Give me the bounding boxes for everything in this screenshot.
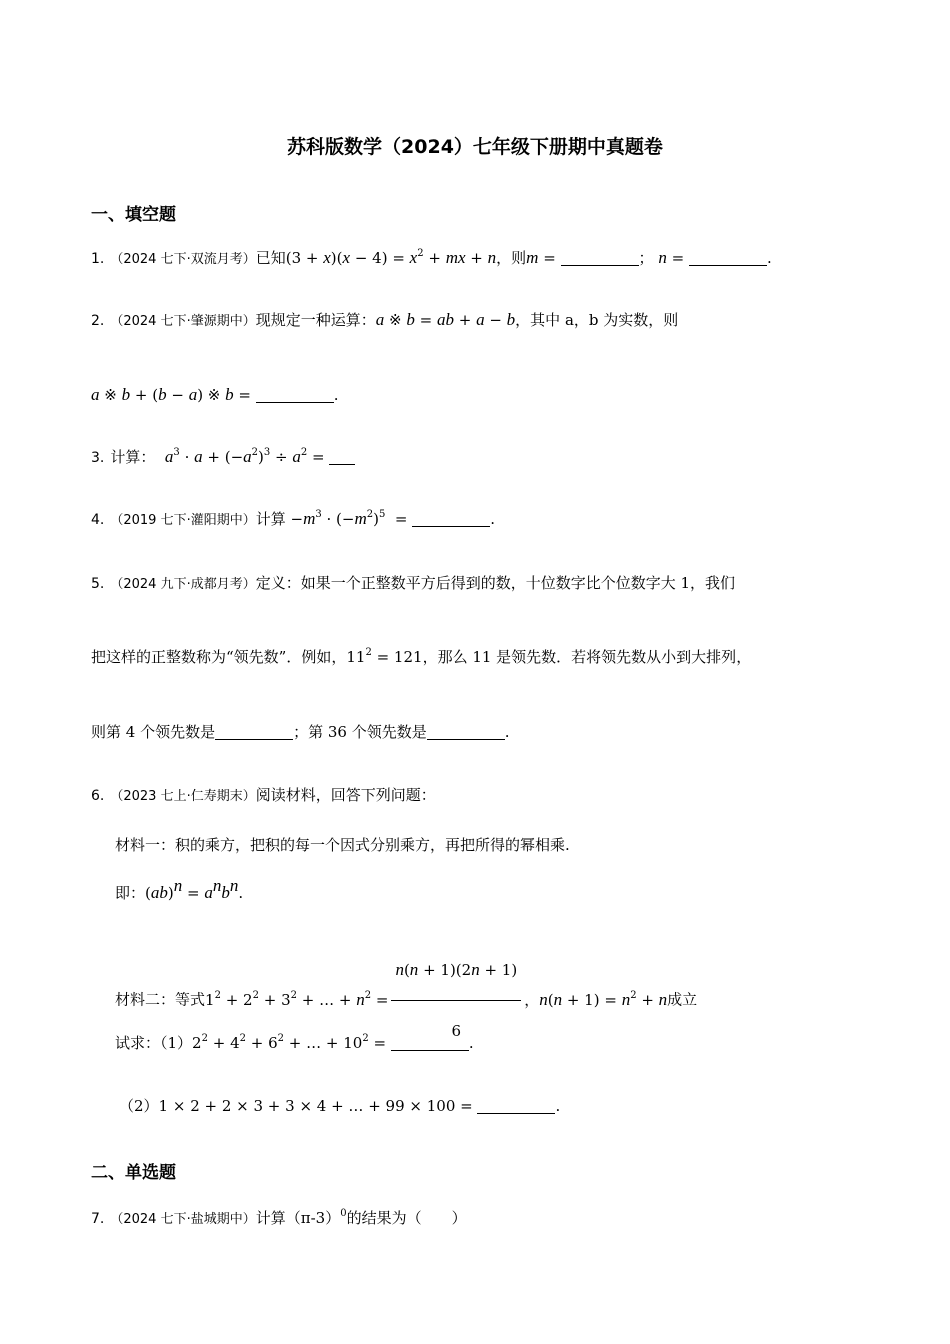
question-source: （2024 七下·肇源期中） [110,314,256,329]
section-heading-fill-in: 一、填空题 [91,205,176,225]
page-title: 苏科版数学（2024）七年级下册期中真题卷 [287,136,663,158]
question-4: 4. （2019 七下·灌阳期中）计算 $-m^3 \cdot (-m^2)^5$ = . [91,509,496,528]
question-3: 3. 计算： $a^3 \cdot a + (-a^2)^3 \div a^2$ = [91,446,355,469]
question-2-continued: a ※ b + (b − a) ※ b = . [91,385,339,404]
question-source: （2024 七下·盐城期中） [110,1212,256,1227]
question-7: 7. （2024 七下·盐城期中）计算$(\pi-3)^0$的结果为（ ） [91,1208,467,1227]
answer-blank[interactable] [412,512,490,527]
material-two: 材料二：等式$1^2 + 2^2 + 3^2$ + … + $n^2$ = $\frac{n(n + 1)(2n + 1)}{6}$ ，$n(n + 1) = n^2 + n$成立 [115,942,697,1059]
question-2: 2. （2024 七下·肇源期中）现规定一种运算：a ※ b = ab + a − b，其中 a，b 为实数，则 [91,310,679,329]
math-expression: $(3 + x)(x - 4) = x^2$ + mx + n [285,248,497,267]
question-6-part-2: （2）1 × 2 + 2 × 3 + 3 × 4 + … + 99 × 100 = . [119,1097,561,1115]
answer-blank[interactable] [561,251,639,266]
math-expression: $-m^3 \cdot (-m^2)^5$ = [290,509,413,528]
math-expression: $a^3 \cdot a + (-a^2)^3 \div a^2$ = [164,447,330,466]
material-one-formula: 即：$(ab)^n = a^nb^n$. [115,876,244,902]
math-expression: $(ab)^n = a^nb^n$. [145,876,244,902]
answer-blank[interactable] [391,1036,469,1051]
question-5: 5. （2024 九下·成都月考）定义：如果一个正整数平方后得到的数，十位数字比个位数字大 1，我们 [91,574,736,592]
question-number: 1. [91,251,105,267]
question-1: 1. （2024 七下·双流月考）已知$(3 + x)(x - 4) = x^2$ + mx + n，则m = ； n = . [91,248,772,267]
question-source: （2024 七下·双流月考） [110,252,256,267]
question-source: （2019 七下·灌阳期中） [110,513,256,528]
question-5-line-3: 则第 4 个领先数是 ；第 36 个领先数是 . [91,723,510,741]
math-expression: a ※ b + (b − a) ※ b = [91,385,256,404]
question-number: 4. [91,512,105,528]
question-number: 7. [91,1211,105,1227]
math-expression: a ※ b = ab + a − b [375,310,516,329]
answer-blank[interactable] [427,725,505,740]
math-expression: 1 × 2 + 2 × 3 + 3 × 4 + … + 99 × 100 = [158,1097,478,1115]
question-6-part-1: 试求：$(1)2^2 + 4^2 + 6^2$ + … + $10^2$ = . [115,1033,474,1052]
material-one: 材料一：积的乘方，把积的每一个因式分别乘方，再把所得的幂相乘. [115,836,570,854]
math-expression: $2^2 + 4^2 + 6^2$ + … + $10^2$ = [192,1033,391,1052]
math-expression: $11^2 = 121$ [346,647,423,666]
fraction: $\frac{n(n + 1)(2n + 1)}{6}$ [391,942,521,1059]
question-source: （2023 七上·仁寿期末） [110,789,256,804]
answer-blank[interactable] [477,1099,555,1114]
math-expression: $1^2 + 2^2 + 3^2$ + … + $n^2$ = $\frac{n(n + 1)(2n + 1)}{6}$ ，$n(n + 1) = n^2 + n$ [205,991,667,1009]
question-number: 5. [91,576,105,592]
answer-blank[interactable] [329,450,355,465]
question-number: 6. [91,788,105,804]
question-source: （2024 九下·成都月考） [110,577,256,592]
section-heading-single-choice: 二、单选题 [91,1163,176,1183]
question-number: 2. [91,313,105,329]
question-5-line-2: 把这样的正整数称为“领先数”．例如，$11^2 = 121$，那么 11 是领先数．若将领先数从小到大排列， [91,647,752,666]
answer-blank[interactable] [215,725,293,740]
question-number: 3. [91,450,105,466]
answer-blank[interactable] [689,251,767,266]
answer-blank[interactable] [256,388,334,403]
question-6: 6. （2023 七上·仁寿期末）阅读材料，回答下列问题： [91,786,436,804]
